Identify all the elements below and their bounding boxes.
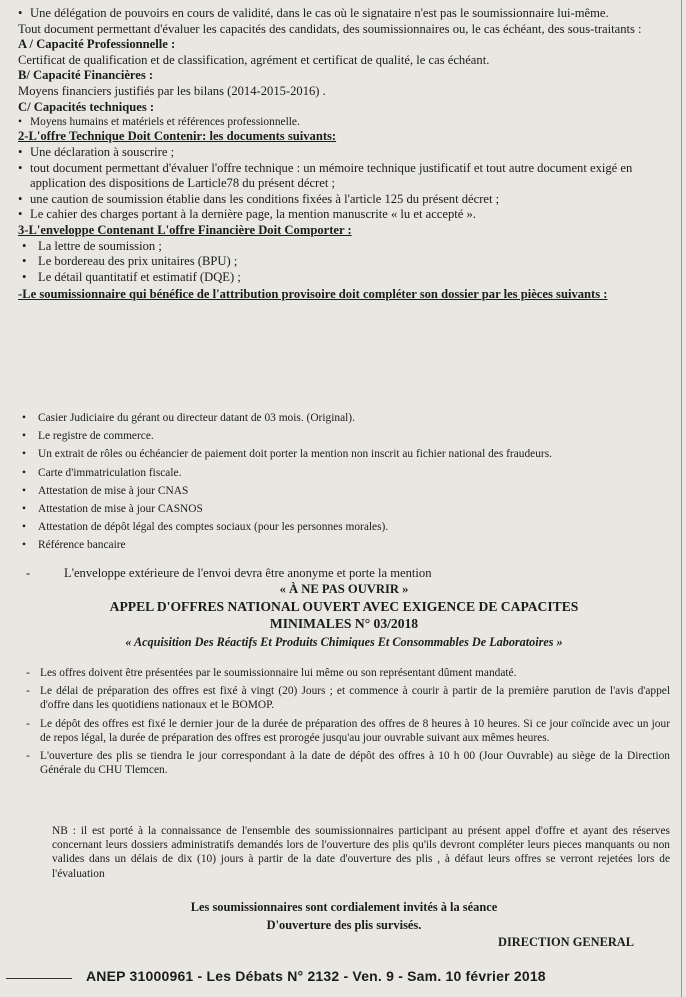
capacite-technique-text: • Moyens humains et matériels et références professionnelle. bbox=[18, 115, 670, 129]
nb-text: NB : il est porté à la connaissance de l'ensemble des soumissionnaires participant au présent appel d'offre et ayant des réserves concernant leurs dossiers administratifs demandés lors de l'ouverture des plis qu'ils devront compléter leurs pieces manquants ou non valides dans un délais de dix (10) jours à partir de la date d'ouverture des plis , à défaut leurs offres se verront rejetées lors de l'évaluation bbox=[52, 825, 670, 880]
appel-offres-title: APPEL D'OFFRES NATIONAL OUVERT AVEC EXIGENCE DE CAPACITES bbox=[109, 599, 579, 614]
capacite-technique-heading: C/ Capacités techniques : bbox=[18, 99, 155, 114]
appel-offres-title-block bbox=[18, 598, 670, 651]
conditions-list bbox=[18, 666, 670, 777]
condition-item: - Le délai de préparation des offres est fixé à vingt (20) Jours ; et commence à courir à partir de la première parution de l'avis d'appel d'offre dans les quotidiens nationaux et le BOMOP. bbox=[18, 684, 670, 712]
offre-technique-item: • Le cahier des charges portant à la dernière page, la mention manuscrite « lu et accepté ». bbox=[18, 207, 670, 223]
appel-offres-subject: « Acquisition Des Réactifs Et Produits Chimiques Et Consommables De Laboratoires » bbox=[125, 635, 563, 649]
attribution-list bbox=[18, 411, 670, 553]
attribution-item: • Référence bancaire bbox=[18, 538, 670, 552]
invitation-block bbox=[18, 898, 670, 934]
capacite-professionnelle-text: Certificat de qualification et de classification, agrément et certificat de qualité, le cas échéant. bbox=[18, 52, 490, 67]
page-edge-line bbox=[681, 0, 682, 997]
attribution-item: • Attestation de mise à jour CASNOS bbox=[18, 502, 670, 516]
intro-section bbox=[18, 6, 670, 303]
attribution-item: • Casier Judiciaire du gérant ou directeur datant de 03 mois. (Original). bbox=[18, 411, 670, 425]
tout-document-text: Tout document permettant d'évaluer les capacités des candidats, des soumissionnaires ou, le cas échéant, des sous-traitants : bbox=[18, 21, 642, 36]
ne-pas-ouvrir-mention: « À NE PAS OUVRIR » bbox=[279, 581, 409, 596]
offre-technique-heading: 2-L'offre Technique Doit Contenir: les documents suivants: bbox=[18, 129, 337, 144]
invitation-line-2: D'ouverture des plis survisés. bbox=[266, 918, 422, 932]
offre-technique-item: • une caution de soumission établie dans les conditions fixées à l'article 125 du présent décret ; bbox=[18, 192, 670, 208]
invitation-line-1: Les soumissionnaires sont cordialement invités à la séance bbox=[190, 900, 498, 914]
capacite-financiere-heading: B/ Capacité Financières : bbox=[18, 68, 154, 83]
appel-offres-number: MINIMALES N° 03/2018 bbox=[269, 616, 419, 631]
attribution-item: • Carte d'immatriculation fiscale. bbox=[18, 466, 670, 480]
offre-technique-item: • Une déclaration à souscrire ; bbox=[18, 145, 670, 161]
capacite-professionnelle-heading: A / Capacité Professionnelle : bbox=[18, 37, 176, 52]
attribution-item: • Attestation de dépôt légal des comptes sociaux (pour les personnes morales). bbox=[18, 520, 670, 534]
enveloppe-item: • Le détail quantitatif et estimatif (DQE) ; bbox=[18, 270, 670, 286]
capacite-financiere-text: Moyens financiers justifiés par les bilans (2014-2015-2016) . bbox=[18, 83, 326, 98]
footer-credit: ANEP 31000961 - Les Débats N° 2132 - Ven. 9 - Sam. 10 février 2018 bbox=[86, 968, 546, 984]
footer-rule bbox=[6, 978, 72, 979]
enveloppe-exterieure-text: - L'enveloppe extérieure de l'envoi devra être anonyme et porte la mention bbox=[18, 566, 670, 582]
attribution-item: • Attestation de mise à jour CNAS bbox=[18, 484, 670, 498]
enveloppe-item: • Le bordereau des prix unitaires (BPU) ; bbox=[18, 254, 670, 270]
nb-paragraph bbox=[18, 824, 670, 881]
offre-technique-item: • tout document permettant d'évaluer l'offre technique : un mémoire technique justificatif et tout autre document exigé en application des dispositions de Larticle78 du présent décret ; bbox=[18, 161, 670, 192]
attribution-item: • Un extrait de rôles ou échéancier de paiement doit porter la mention non inscrit au fichier national des fraudeurs. bbox=[18, 447, 670, 461]
attribution-item: • Le registre de commerce. bbox=[18, 429, 670, 443]
enveloppe-heading: 3-L'enveloppe Contenant L'offre Financière Doit Comporter : bbox=[18, 222, 352, 237]
enveloppe-item: • La lettre de soumission ; bbox=[18, 239, 670, 255]
delegation-item: • Une délégation de pouvoirs en cours de validité, dans le cas où le signataire n'est pas le soumissionnaire lui-même. bbox=[18, 6, 670, 22]
signature-text: DIRECTION GENERAL bbox=[498, 935, 634, 949]
enveloppe-exterieure bbox=[18, 566, 670, 597]
condition-item: - Le dépôt des offres est fixé le dernier jour de la durée de préparation des offres de 8 heures à 10 heures. Si ce jour coïncide avec un jour de repos légal, la durée de préparation des offres est prorogée jusqu'au jour ouvrable suivant aux mêmes heures. bbox=[18, 717, 670, 745]
condition-item: - L'ouverture des plis se tiendra le jour correspondant à la date de dépôt des offres à 10 h 00 (Jour Ouvrable) au siège de la Direction Générale du CHU Tlemcen. bbox=[18, 749, 670, 777]
condition-item: - Les offres doivent être présentées par le soumissionnaire lui même ou son représentant dûment mandaté. bbox=[18, 666, 670, 680]
signature-block bbox=[18, 935, 670, 951]
attribution-heading: -Le soumissionnaire qui bénéfice de l'attribution provisoire doit compléter son dossier par les pièces suivants : bbox=[18, 287, 608, 302]
